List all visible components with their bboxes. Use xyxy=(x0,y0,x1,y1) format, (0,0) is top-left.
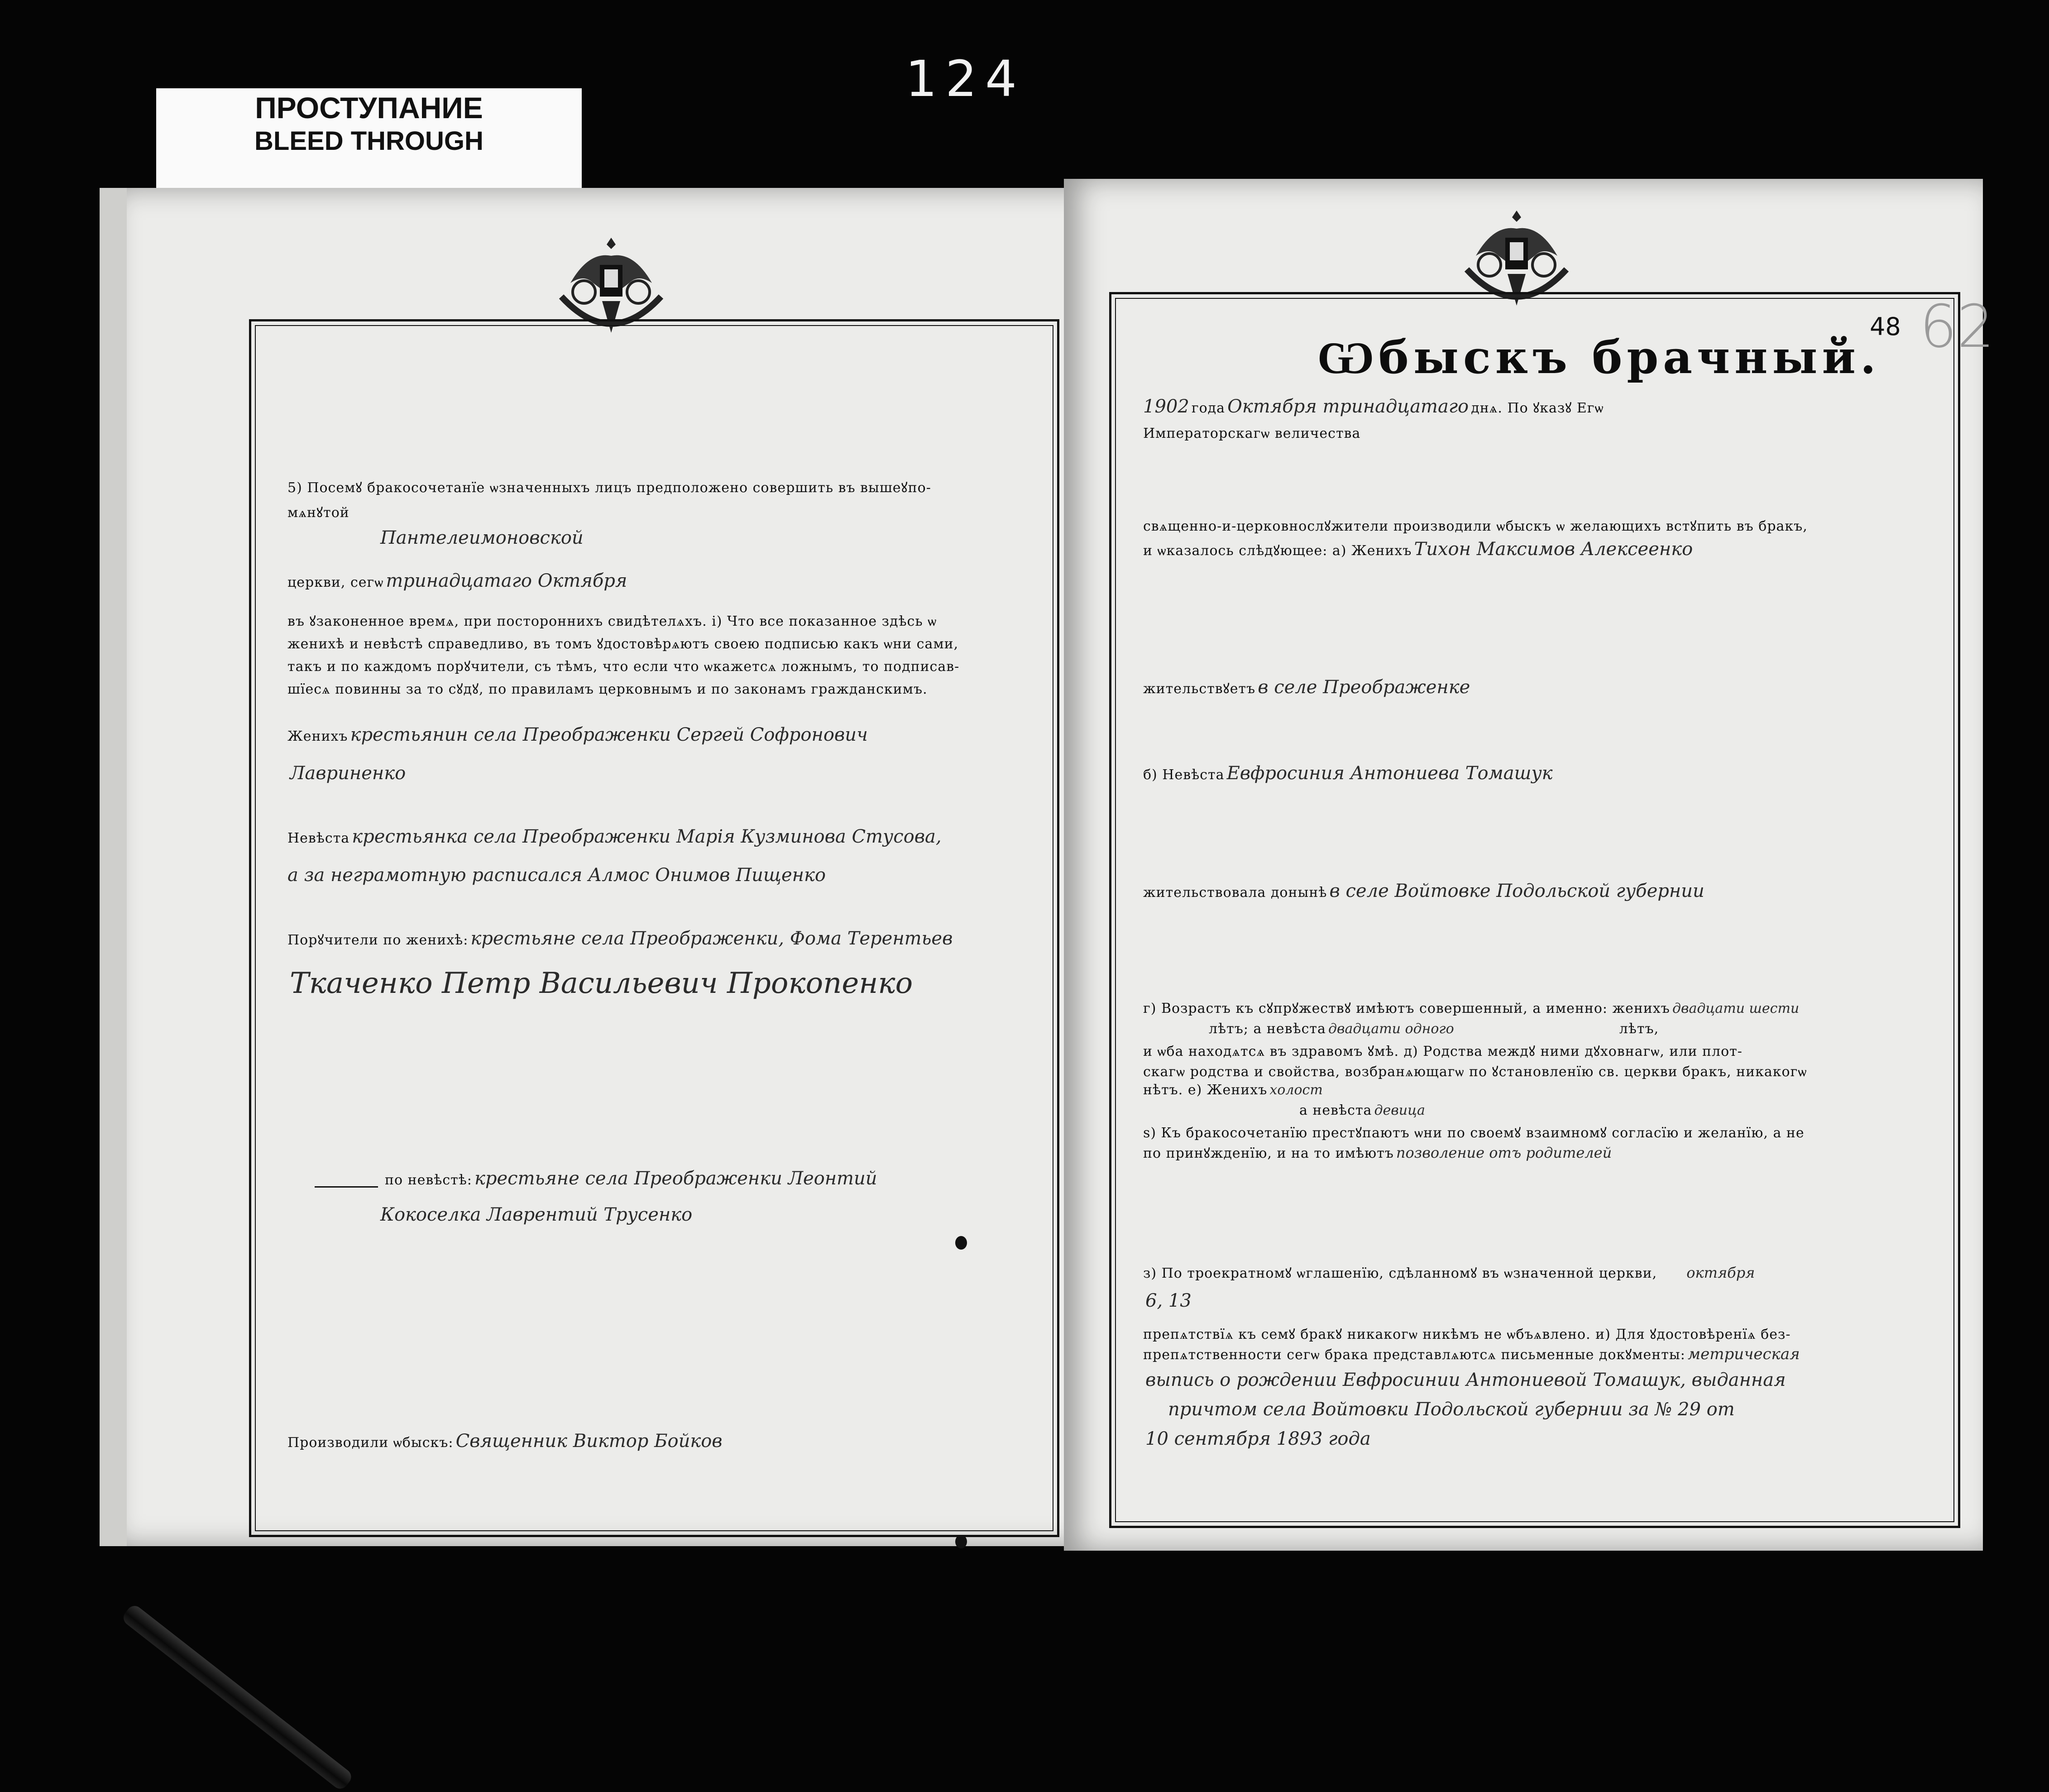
bride-guarantors-surnames: Кокоселка Лаврентий Трусенко xyxy=(380,1204,693,1225)
date-line xyxy=(1143,396,1604,417)
permission-line xyxy=(1143,1143,1612,1162)
line-7: такъ и по каждомъ порꙋчители, съ тѣмъ, что если что ѡкажетсѧ ложнымъ, то подписав- xyxy=(287,659,960,675)
year: 1902 xyxy=(1143,396,1189,417)
bride-age-label: лѣтъ; а невѣста xyxy=(1209,1021,1326,1037)
label-line-en: BLEED THROUGH xyxy=(254,126,484,156)
year-label: года xyxy=(1191,400,1226,416)
bride-age-line xyxy=(1209,1021,1659,1037)
bride-guarantors-line xyxy=(385,1168,877,1189)
bride-label: б) Невѣста xyxy=(1143,767,1225,783)
decree-text: днѧ. По ꙋказꙋ Егѡ xyxy=(1471,400,1604,416)
line-4 xyxy=(287,570,627,591)
bride-line xyxy=(1143,763,1553,784)
bride-guarantors-label: по невѣстѣ: xyxy=(385,1172,472,1188)
bride-guarantors-names: крестьяне села Преображенки Леонтий xyxy=(474,1168,877,1189)
right-page xyxy=(1064,179,1995,1551)
years-label: лѣтъ, xyxy=(1619,1021,1659,1037)
banns-label: з) По троекратномꙋ ѡглашенїю, сдѣланномꙋ въ ѡзначенной церкви, xyxy=(1143,1265,1657,1281)
groom-residence: в селе Преображенке xyxy=(1258,677,1470,698)
line-majesty: Императорскагѡ величества xyxy=(1143,426,1361,441)
groom-guarantors-names: крестьяне села Преображенки, Фома Терентьев xyxy=(470,928,953,949)
page-number: 48 xyxy=(1870,312,1901,341)
line-6: женихѣ и невѣстѣ справедливо, въ томъ ꙋдостовѣрѧютъ своею подписью какъ ѡни сами, xyxy=(287,636,959,652)
bride-name: Евфросиния Антониева Томашук xyxy=(1226,763,1553,784)
groom-guarantors-line xyxy=(287,928,953,949)
pencil-page-number: 62 xyxy=(1920,292,1995,361)
groom-residence-line xyxy=(1143,677,1470,698)
groom-label: Женихъ xyxy=(287,728,348,744)
frame-number: 124 xyxy=(905,50,1025,108)
groom-name: крестьянин села Преображенки Сергей Софронович xyxy=(350,724,868,745)
guarantor-signatures: Ткаченко Петр Васильевич Прокопенко xyxy=(290,967,913,1000)
bride-residence-line xyxy=(1143,881,1704,901)
bride-signature-note: а за неграмотную расписался Алмос Онимов Пищенко xyxy=(287,865,826,886)
line-clergy: свѧщенно-и-церковнослꙋжители производили ѡбыскъ ѡ желающихъ встꙋпить въ бракъ, xyxy=(1143,518,1808,534)
age-label: г) Возрастъ къ сꙋпрꙋжествꙋ имѣютъ совершенный, а именно: женихъ xyxy=(1143,1001,1670,1016)
groom-label: и ѡказалось слѣдꙋющее: а) Женихъ xyxy=(1143,543,1412,559)
line-consent: ѕ) Къ бракосочетанїю престꙋпаютъ ѡни по своемꙋ взаимномꙋ согласїю и желанїю, а не xyxy=(1143,1125,1805,1141)
bride-residence-label: жительствовала донынѣ xyxy=(1143,885,1327,901)
document-detail-1: выпись о рождении Евфросинии Антониевой Томашук, выданная xyxy=(1145,1370,1786,1390)
groom-line xyxy=(287,724,868,745)
document-detail-2: причтом села Войтовки Подольской губернии за № 29 от xyxy=(1168,1399,1735,1420)
banns-dates: 6, 13 xyxy=(1145,1290,1192,1311)
bride-age: двадцати одного xyxy=(1328,1021,1454,1037)
officiant-label: Производили ѡбыскъ: xyxy=(287,1435,454,1451)
line-8: шїесѧ повинны за то сꙋдꙋ, по правиламъ церковнымъ и по законамъ гражданскимъ. xyxy=(287,681,928,697)
documents-line xyxy=(1143,1345,1800,1363)
residence-label: жительствꙋетъ xyxy=(1143,681,1256,697)
document-title: Ѡбыскъ брачный. xyxy=(1317,331,1881,384)
church-date: тринадцатаго Октября xyxy=(386,570,627,591)
bride-residence: в селе Войтовке Подольской губернии xyxy=(1329,881,1704,901)
date: Октября тринадцатаго xyxy=(1227,396,1469,417)
permission-label: по принꙋжденїю, и на то имѣютъ xyxy=(1143,1145,1394,1161)
pen-pointer xyxy=(120,1603,354,1792)
documents-label: препѧтственности сегѡ брака представлѧютсѧ письменные докꙋменты: xyxy=(1143,1347,1685,1363)
binding-hole xyxy=(955,1236,967,1250)
groom-status: холост xyxy=(1269,1082,1323,1098)
groom-status-label: нѣтъ. е) Женихъ xyxy=(1143,1082,1268,1098)
church-label: церкви, сегѡ xyxy=(287,575,384,590)
bride-label: Невѣста xyxy=(287,830,350,846)
groom-surname: Лавриненко xyxy=(290,763,406,784)
bride-status: девица xyxy=(1374,1102,1425,1118)
banns-line xyxy=(1143,1263,1755,1282)
line-5: въ ꙋзаконенное времѧ, при постороннихъ свидѣтелѧхъ. і) Что все показанное здѣсь ѡ xyxy=(287,613,937,629)
line-1: 5) Посемꙋ бракосочетанїе ѡзначенныхъ лицъ предположено совершить въ вышеꙋпо- xyxy=(287,480,931,496)
open-register-book xyxy=(68,170,1995,1564)
line-no-impediment: препѧтствїѧ къ семꙋ бракꙋ никакогѡ никѣмъ не ѡбъѧвлено. и) Для ꙋдостовѣренїѧ без- xyxy=(1143,1327,1791,1342)
binding-hole xyxy=(955,1535,967,1548)
banns-month: октября xyxy=(1686,1264,1755,1281)
left-page xyxy=(100,188,1114,1546)
permission: позволение отъ родителей xyxy=(1396,1144,1612,1161)
groom-name: Тихон Максимов Алексеенко xyxy=(1414,539,1693,560)
groom-line xyxy=(1143,539,1693,560)
document-date: 10 сентября 1893 года xyxy=(1145,1428,1371,1449)
blank-rule xyxy=(315,1186,378,1188)
line-2: мѧнꙋтой xyxy=(287,505,349,521)
officiant-signature: Священник Виктор Бойков xyxy=(455,1431,723,1452)
line-kinship-1: и ѡба находѧтсѧ въ здравомъ ꙋмѣ. д) Родства междꙋ ними дꙋховнагѡ, или плот- xyxy=(1143,1044,1743,1059)
line-kinship-2: скагѡ родства и свойства, возбранѧющагѡ по ꙋстановленїю св. церкви бракъ, никакогѡ xyxy=(1143,1064,1807,1080)
bride-status-label: а невѣста xyxy=(1299,1102,1372,1118)
document-type: метрическая xyxy=(1687,1345,1800,1363)
label-line-ru: ПРОСТУПАНИЕ xyxy=(255,91,483,125)
groom-age: двадцати шести xyxy=(1672,1001,1800,1016)
age-line xyxy=(1143,998,1799,1017)
bride-name: крестьянка села Преображенки Марія Кузминова Стусова, xyxy=(352,826,942,847)
bride-line xyxy=(287,826,942,847)
groom-guarantors-label: Порꙋчители по женихѣ: xyxy=(287,932,469,948)
church-name: Пантелеимоновской xyxy=(380,527,584,548)
groom-status-line xyxy=(1143,1082,1323,1098)
bride-status-line xyxy=(1299,1102,1425,1118)
officiant-line xyxy=(287,1431,723,1452)
